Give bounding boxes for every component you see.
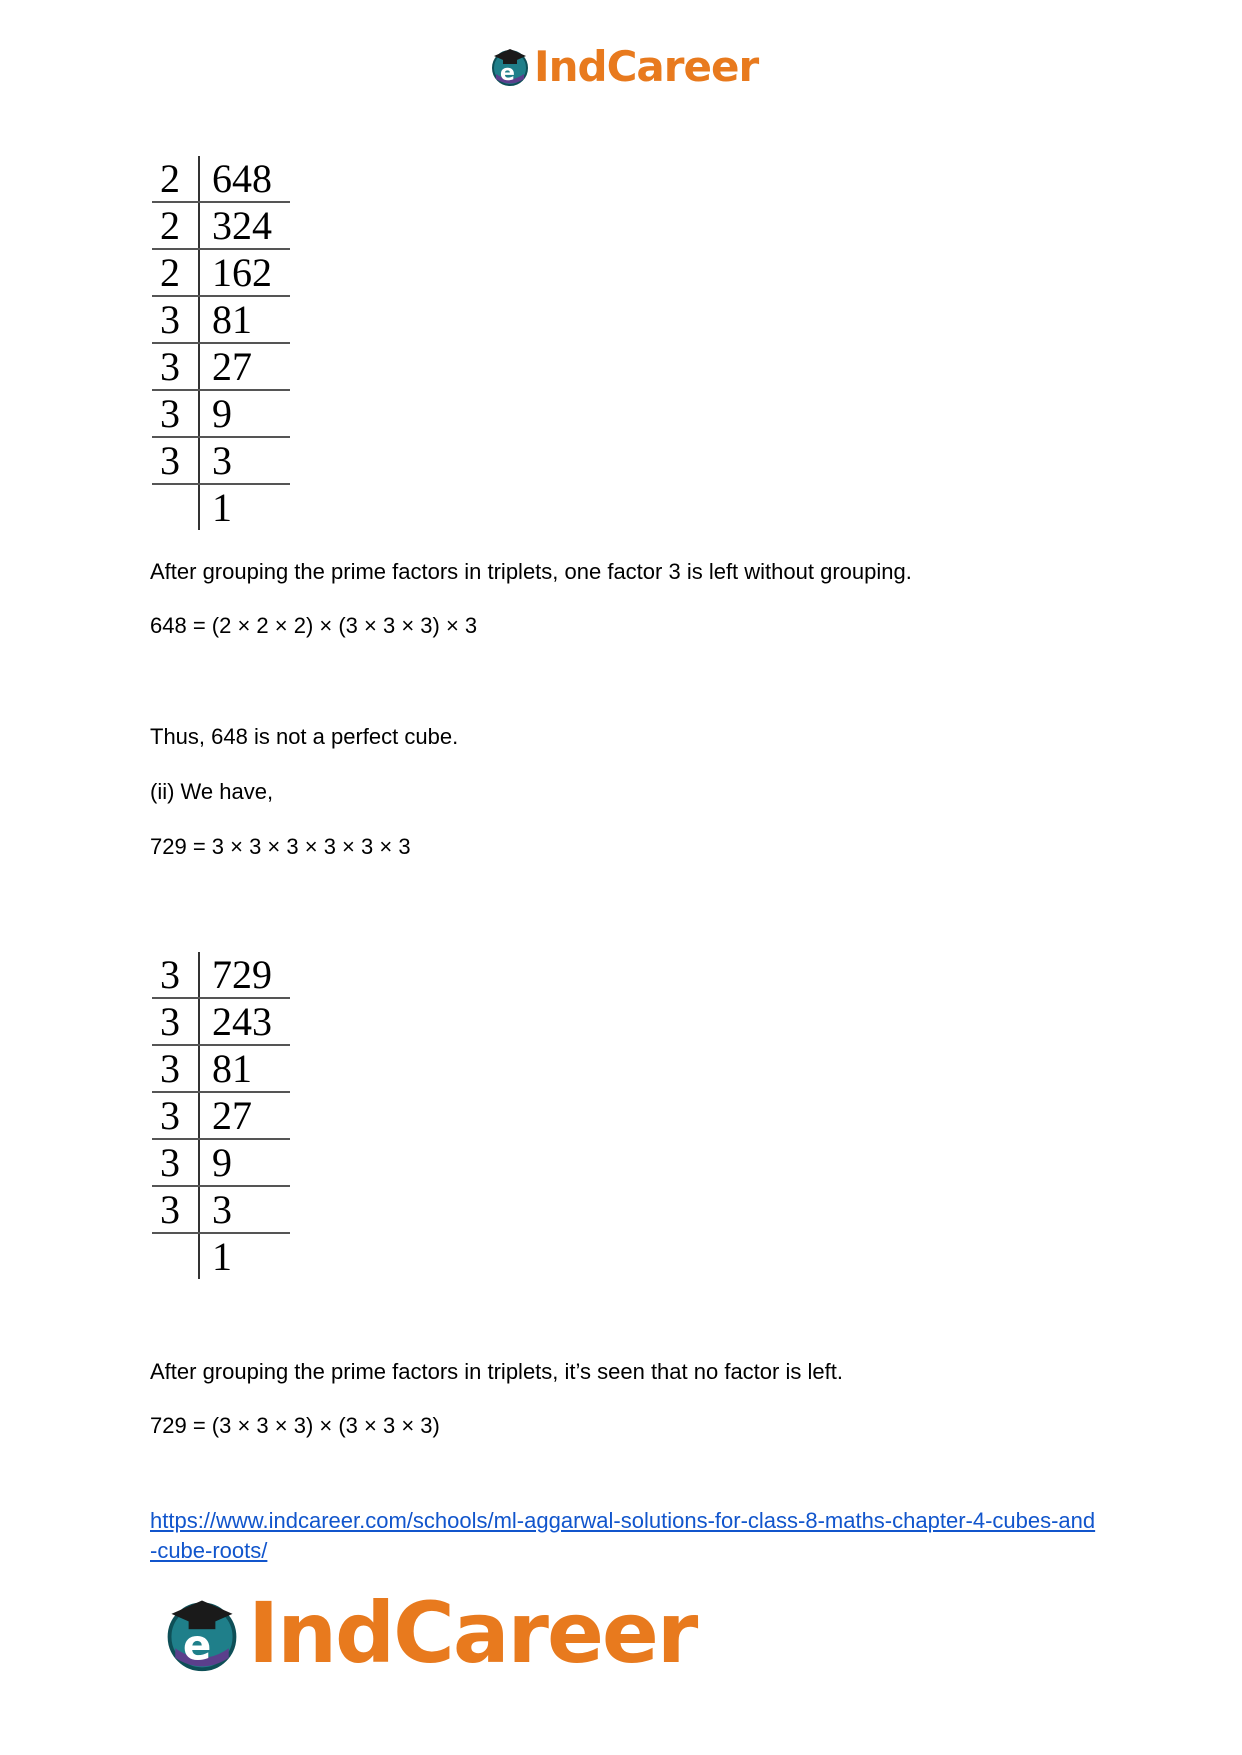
division-648-dividend: 9	[199, 390, 290, 437]
division-729-row	[152, 1092, 290, 1139]
division-648-row	[152, 484, 290, 530]
division-648-row	[152, 296, 290, 343]
division-648-dividend: 324	[199, 202, 290, 249]
division-648-divisor: 2	[152, 202, 199, 249]
division-648-divisor	[152, 484, 199, 530]
division-648-divisor: 3	[152, 390, 199, 437]
division-729-divisor: 3	[152, 1186, 199, 1233]
division-648-dividend: 81	[199, 296, 290, 343]
division-729-row	[152, 1186, 290, 1233]
division-648-dividend: 3	[199, 437, 290, 484]
division-729-dividend: 729	[199, 952, 290, 998]
graduation-cap-globe-books-icon	[160, 1591, 244, 1675]
equation-729-expanded: 729 = 3 × 3 × 3 × 3 × 3 × 3	[150, 834, 411, 859]
division-729-dividend: 81	[199, 1045, 290, 1092]
division-648-dividend: 1	[212, 484, 232, 530]
paragraph-conclusion-648: Thus, 648 is not a perfect cube.	[150, 724, 459, 749]
svg-text:e: e	[500, 61, 515, 86]
division-729-divisor: 3	[152, 1139, 199, 1186]
division-729-divisor: 3	[152, 1092, 199, 1139]
division-729-divisor: 3	[152, 998, 199, 1045]
division-729-row	[152, 1233, 290, 1279]
division-729-row	[152, 1139, 290, 1186]
paragraph-part-ii: (ii) We have,	[150, 779, 274, 804]
division-648-divisor: 3	[152, 296, 199, 343]
division-648-divisor: 2	[152, 156, 199, 202]
division-648-divisor: 3	[152, 437, 199, 484]
division-648-dividend: 162	[199, 249, 290, 296]
paragraph-grouping-729: After grouping the prime factors in triplets, it’s seen that no factor is left.	[150, 1359, 843, 1384]
division-729-divisor: 3	[152, 952, 199, 998]
header-logo	[488, 42, 758, 90]
division-729-row	[152, 952, 290, 998]
division-729-divisor: 3	[152, 1045, 199, 1092]
paragraph-grouping-648: After grouping the prime factors in triplets, one factor 3 is left without grouping.	[150, 559, 912, 584]
prime-factorization-729	[152, 952, 290, 1279]
footer-logo-text: IndCareer	[248, 1584, 697, 1682]
division-729-dividend: 243	[199, 998, 290, 1045]
division-648-dividend: 648	[199, 156, 290, 202]
equation-648: 648 = (2 × 2 × 2) × (3 × 3 × 3) × 3	[150, 613, 478, 638]
division-648-row	[152, 249, 290, 296]
graduation-cap-globe-books-icon	[488, 44, 532, 88]
division-729-divisor	[152, 1233, 199, 1279]
division-648-divisor: 2	[152, 249, 199, 296]
division-729-dividend: 27	[199, 1092, 290, 1139]
division-648-divisor: 3	[152, 343, 199, 390]
division-648-row	[152, 202, 290, 249]
equation-729-grouped: 729 = (3 × 3 × 3) × (3 × 3 × 3)	[150, 1413, 440, 1438]
source-link[interactable]: https://www.indcareer.com/schools/ml-aggarwal-solutions-for-class-8-maths-chapter-4-cubes-and-cube-roots/	[150, 1508, 1096, 1563]
division-648-row	[152, 343, 290, 390]
division-648-row	[152, 390, 290, 437]
footer-logo	[160, 1584, 697, 1682]
division-729-dividend: 3	[199, 1186, 290, 1233]
division-648-dividend: 27	[199, 343, 290, 390]
division-648-row	[152, 437, 290, 484]
division-729-dividend: 9	[199, 1139, 290, 1186]
svg-text:e: e	[182, 1620, 212, 1670]
division-729-dividend: 1	[212, 1233, 232, 1279]
prime-factorization-648	[152, 156, 290, 530]
division-729-row	[152, 998, 290, 1045]
header-logo-text: IndCareer	[534, 41, 759, 91]
division-729-row	[152, 1045, 290, 1092]
division-648-row	[152, 156, 290, 202]
